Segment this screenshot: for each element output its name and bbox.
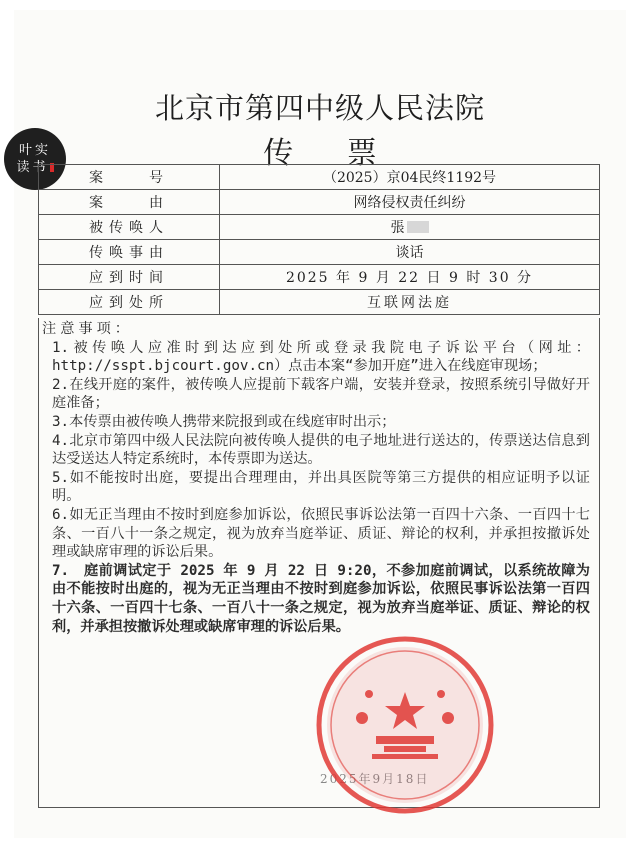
row-label: 传唤事由: [39, 240, 220, 265]
notes-heading: 注意事项：: [42, 321, 133, 337]
row-value-summoned-person: 張: [220, 215, 600, 240]
note-item-5: 5.如不能按时出庭，要提出合理理由，并出具医院等第三方提供的相应证明予以证明。: [52, 469, 590, 505]
row-value-reason: 谈话: [220, 240, 600, 265]
signature-date: 2025年9月18日: [320, 772, 430, 786]
table-row: [39, 240, 600, 265]
row-value-time: 2025 年 9 月 22 日 9 时 30 分: [220, 265, 600, 290]
note-item-1: 1.被传唤人应准时到达应到处所或登录我院电子诉讼平台（网址：http://sspt.bjcourt.gov.cn）点击本案“参加开庭”进入在线庭审现场；: [52, 339, 590, 375]
note-item-3: 3.本传票由被传唤人携带来院报到或在线庭审时出示；: [52, 413, 396, 430]
badge-line-2: 读书: [16, 159, 53, 176]
summons-info-table: [38, 164, 600, 315]
note-item-7: 7. 庭前调试定于 2025 年 9 月 22 日 9:20，不参加庭前调试，以系统故障为由不能按时出庭的，视为无正当理由不按时到庭参加诉讼，依照民事诉讼法第一百四十六条、一百四十七条、一百八十一条之规定，视为放弃当庭举证、质证、辩论的权利，并承担按撤诉处理或缺席审理的诉讼后果。: [52, 562, 590, 635]
row-value-place: 互联网法庭: [220, 290, 600, 315]
badge-line-1: 叶实: [18, 143, 51, 158]
note-item-4: 4.北京市第四中级人民法院向被传唤人提供的电子地址进行送达的，传票送达信息到达受送达人特定系统时，本传票即为送达。: [52, 432, 590, 468]
row-value-case-number: （2025）京04民终1192号: [220, 165, 600, 190]
table-row: [39, 215, 600, 240]
row-label: 应到时间: [39, 265, 220, 290]
note-item-2: 2.在线开庭的案件，被传唤人应提前下载客户端，安装并登录，按照系统引导做好开庭准备；: [52, 376, 590, 412]
note-item-6: 6.如无正当理由不按时到庭参加诉讼，依照民事诉讼法第一百四十六条、一百四十七条、一百八十一条之规定，视为放弃当庭举证、质证、辩论的权利，并承担按撤诉处理或缺席审理的诉讼后果。: [52, 506, 590, 561]
notes-section: [42, 320, 590, 636]
table-row: [39, 190, 600, 215]
document-type-title: 传 票: [263, 136, 399, 171]
row-label: 应到处所: [39, 290, 220, 315]
court-seal-icon: [314, 634, 496, 816]
table-row: [39, 265, 600, 290]
row-label: 案 号: [39, 165, 220, 190]
table-row: [39, 290, 600, 315]
court-name: 北京市第四中级人民法院: [154, 91, 485, 125]
row-label: 案 由: [39, 190, 220, 215]
table-row: [39, 165, 600, 190]
blurred-name: [407, 221, 429, 233]
row-value-cause: 网络侵权责任纠纷: [220, 190, 600, 215]
row-label: 被传唤人: [39, 215, 220, 240]
